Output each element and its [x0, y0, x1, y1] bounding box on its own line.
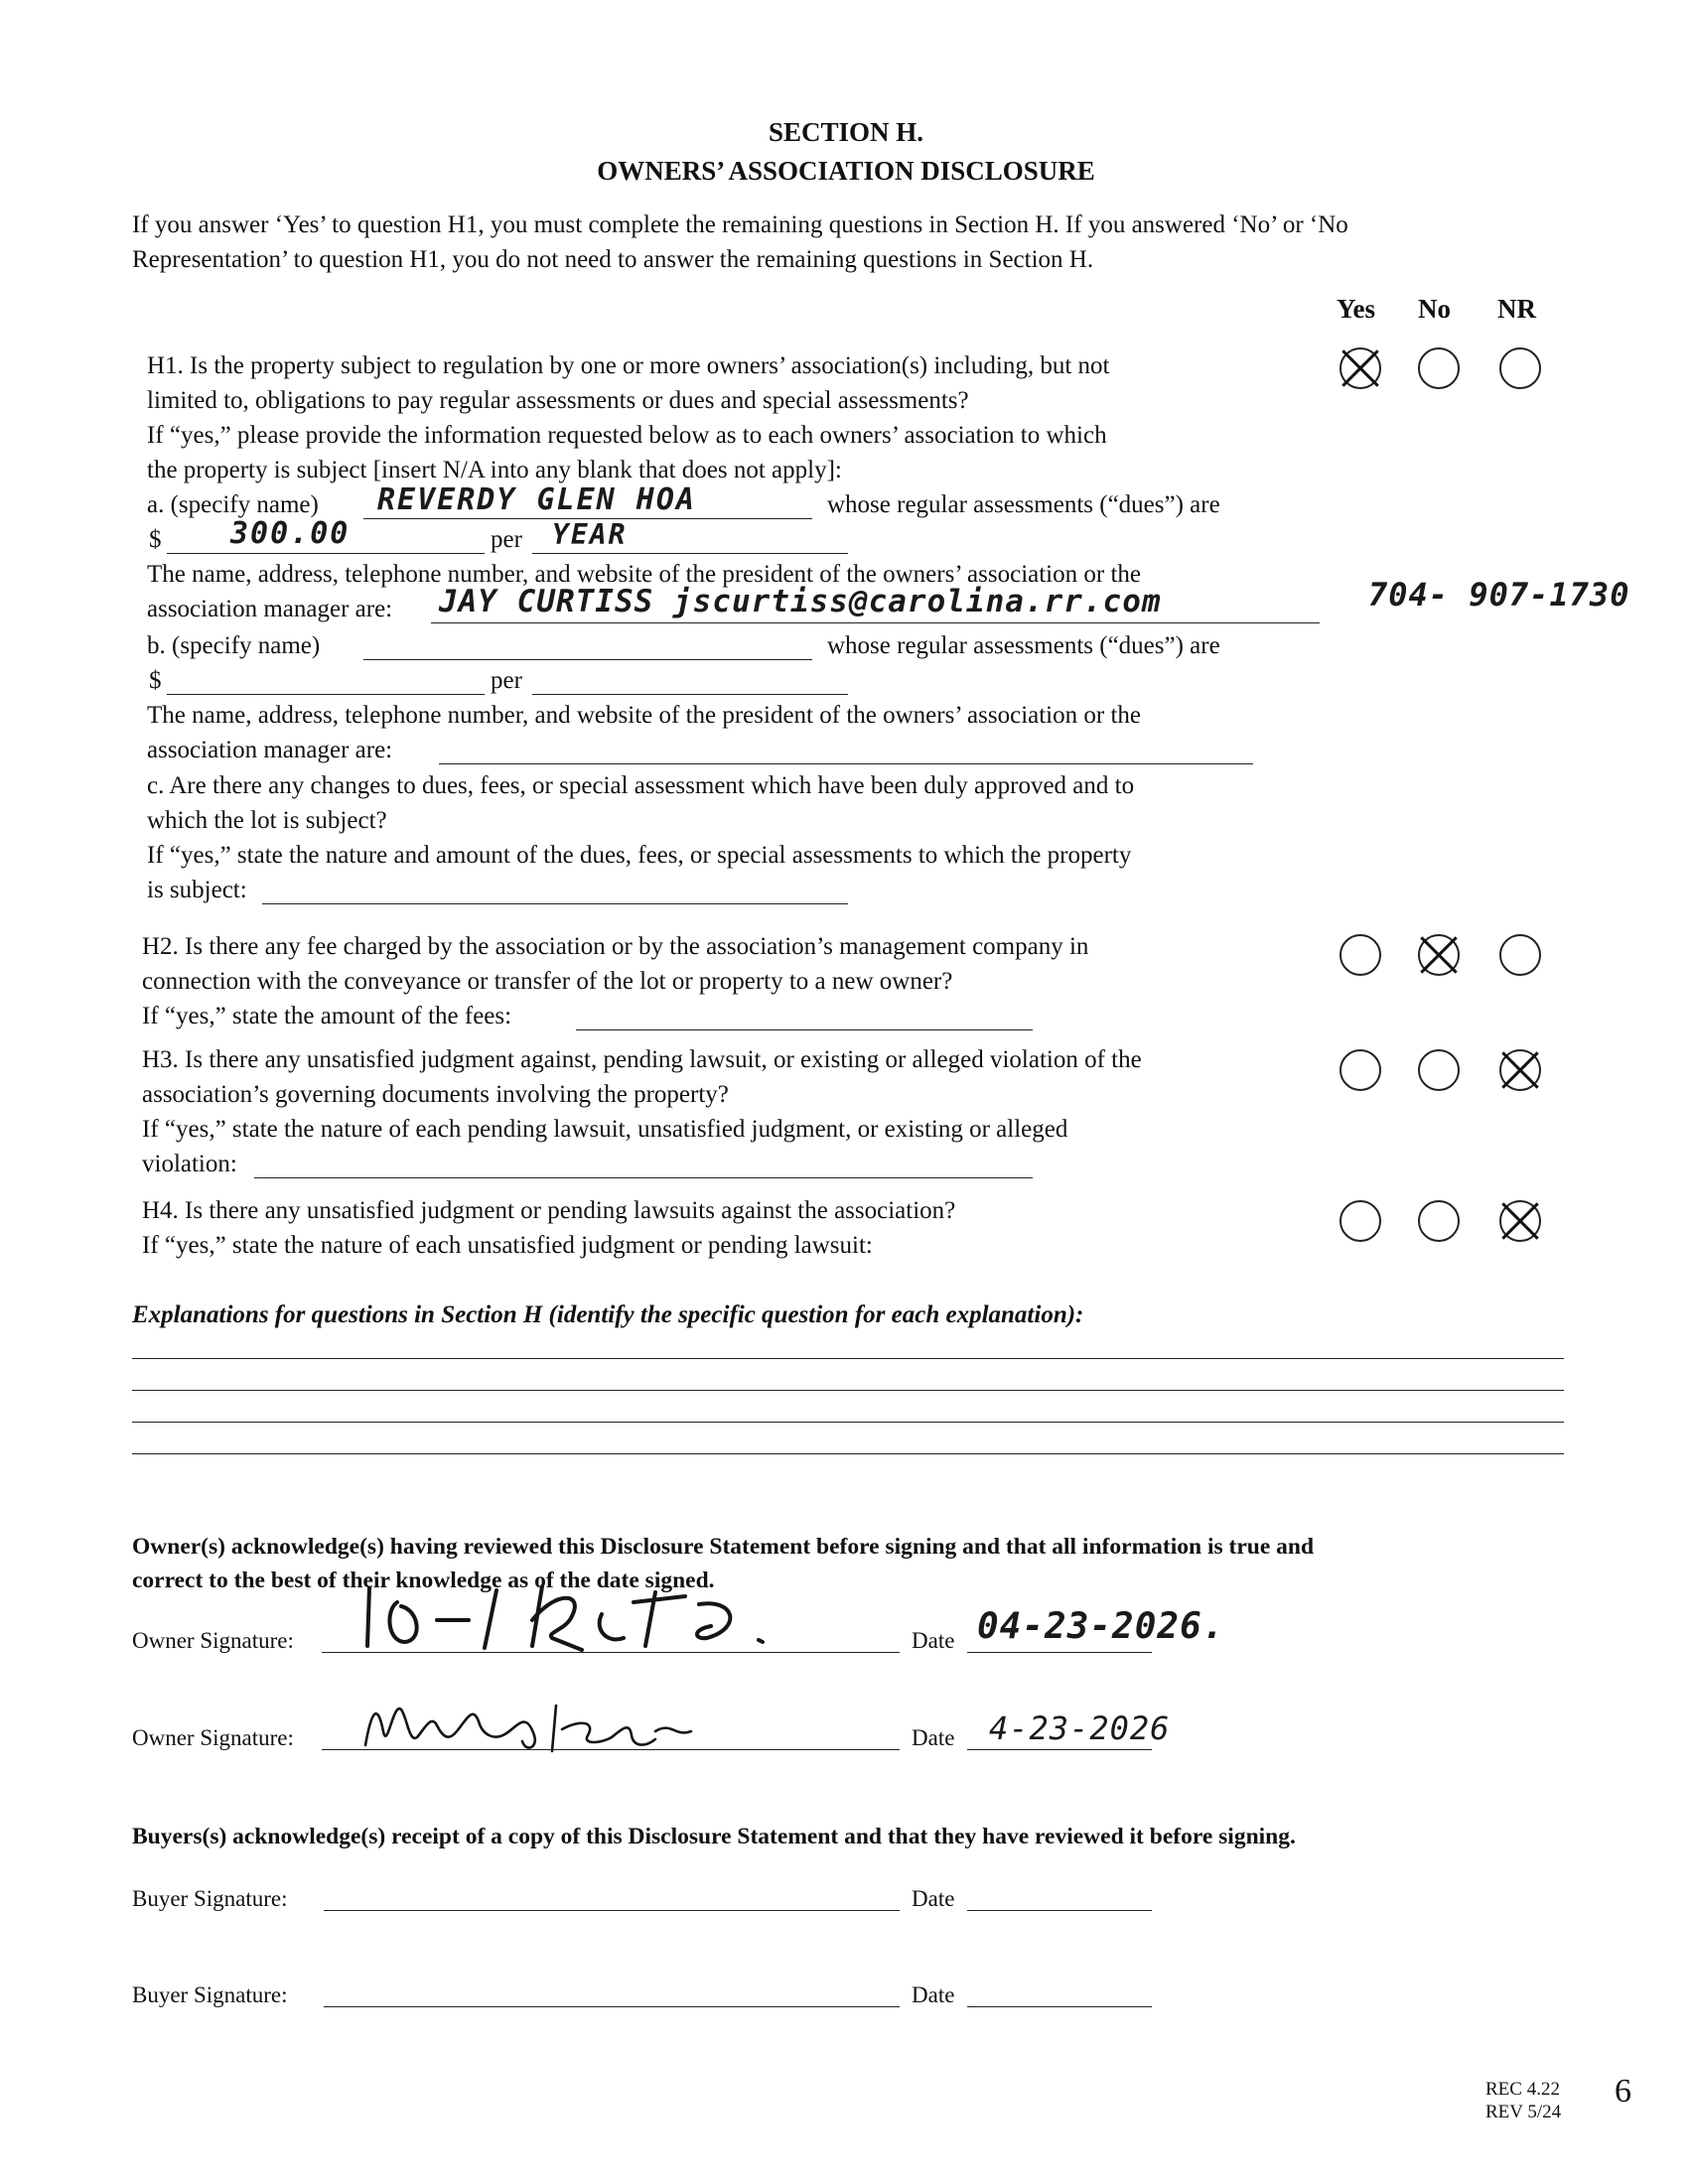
h3-nr-radio[interactable] — [1499, 1049, 1541, 1091]
h3-question-line-1: H3. Is there any unsatisfied judgment against, pending lawsuit, or existing or alleged violation of the — [142, 1046, 1142, 1073]
buyer-signature-line-1[interactable] — [324, 1910, 900, 1911]
h3-question-line-3: If “yes,” state the nature of each pending lawsuit, unsatisfied judgment, or existing or alleged — [142, 1116, 1068, 1143]
owner-date-line-2[interactable] — [967, 1749, 1152, 1750]
buyer-date-label-1: Date — [912, 1886, 955, 1911]
page-number: 6 — [1615, 2073, 1631, 2110]
h1-question-line-2: limited to, obligations to pay regular assessments or dues and special assessments? — [147, 387, 969, 414]
explanation-line-1[interactable] — [132, 1358, 1564, 1359]
buyer-date-line-1[interactable] — [967, 1910, 1152, 1911]
h1-question-line-1: H1. Is the property subject to regulation by one or more owners’ association(s) including, but not — [147, 352, 1110, 379]
column-nr: NR — [1497, 294, 1536, 324]
h1a-president-line-1: The name, address, telephone number, and website of the president of the owners’ association or the — [147, 561, 1141, 588]
h1a-manager-field[interactable]: JAY CURTISS jscurtiss@carolina.rr.com — [439, 584, 1162, 619]
buyer-signature-line-2[interactable] — [324, 2006, 900, 2007]
h1b-per: per — [491, 667, 522, 694]
h3-answer-line[interactable] — [254, 1177, 1033, 1178]
owner-date-label-1: Date — [912, 1628, 955, 1653]
footer-rec-code: REC 4.22 — [1485, 2079, 1560, 2100]
explanation-line-2[interactable] — [132, 1390, 1564, 1391]
h2-answer-line[interactable] — [576, 1029, 1033, 1030]
buyer-signature-label-1: Buyer Signature: — [132, 1886, 288, 1911]
h1b-president-line-1: The name, address, telephone number, and website of the president of the owners’ association or the — [147, 702, 1141, 729]
h4-question-line-1: H4. Is there any unsatisfied judgment or pending lawsuits against the association? — [142, 1197, 956, 1224]
buyer-acknowledgment: Buyers(s) acknowledge(s) receipt of a copy of this Disclosure Statement and that they have reviewed it before signing. — [132, 1824, 1296, 1849]
owner-date-label-2: Date — [912, 1725, 955, 1750]
owner-date-line-1[interactable] — [967, 1652, 1152, 1653]
buyer-signature-label-2: Buyer Signature: — [132, 1982, 288, 2007]
column-yes: Yes — [1337, 294, 1375, 324]
h1a-amount-line — [167, 553, 485, 554]
h1-no-radio[interactable] — [1418, 347, 1460, 389]
owner-signature-2-image — [357, 1692, 775, 1761]
h1a-suffix: whose regular assessments (“dues”) are — [827, 491, 1220, 518]
h1-nr-radio[interactable] — [1499, 347, 1541, 389]
h1a-name-field[interactable]: REVERDY GLEN HOA — [377, 482, 696, 517]
h1a-per: per — [491, 526, 522, 553]
owner-signature-label-1: Owner Signature: — [132, 1628, 294, 1653]
explanation-line-3[interactable] — [132, 1422, 1564, 1423]
h1c-line-1: c. Are there any changes to dues, fees, or special assessment which have been duly approved and to — [147, 772, 1135, 799]
h1b-president-line-2: association manager are: — [147, 737, 393, 763]
h1a-dollar: $ — [149, 526, 162, 553]
h1b-amount-line[interactable] — [167, 694, 485, 695]
h1b-prefix: b. (specify name) — [147, 632, 321, 659]
intro-line-1: If you answer ‘Yes’ to question H1, you must complete the remaining questions in Section H. If you answered ‘No’ or ‘No — [132, 211, 1348, 238]
owner-acknowledgment-line-1: Owner(s) acknowledge(s) having reviewed this Disclosure Statement before signing and that all information is true and — [132, 1534, 1315, 1560]
h1a-period-line — [532, 553, 848, 554]
column-no: No — [1418, 294, 1451, 324]
h3-yes-radio[interactable] — [1340, 1049, 1381, 1091]
footer-rev-code: REV 5/24 — [1485, 2102, 1562, 2122]
h1b-name-line[interactable] — [363, 659, 812, 660]
h1a-manager-line — [431, 622, 1320, 623]
owner-date-2-field[interactable]: 4-23-2026 — [989, 1709, 1171, 1747]
h3-question-line-4: violation: — [142, 1151, 237, 1177]
owner-signature-label-2: Owner Signature: — [132, 1725, 294, 1750]
h4-no-radio[interactable] — [1418, 1200, 1460, 1242]
h1-yes-radio[interactable] — [1340, 347, 1381, 389]
h1a-amount-field[interactable]: 300.00 — [230, 516, 351, 551]
h1b-dollar: $ — [149, 667, 162, 694]
h4-yes-radio[interactable] — [1340, 1200, 1381, 1242]
h2-question-line-2: connection with the conveyance or transfer of the lot or property to a new owner? — [142, 968, 953, 995]
h1b-period-line[interactable] — [532, 694, 848, 695]
page-title: OWNERS’ ASSOCIATION DISCLOSURE — [597, 156, 1095, 186]
h1b-suffix: whose regular assessments (“dues”) are — [827, 632, 1220, 659]
owner-signature-1-image — [357, 1580, 814, 1656]
h1c-line-3: If “yes,” state the nature and amount of the dues, fees, or special assessments to which the property — [147, 842, 1132, 869]
h2-question-line-1: H2. Is there any fee charged by the association or by the association’s management company in — [142, 933, 1089, 960]
h2-nr-radio[interactable] — [1499, 934, 1541, 976]
h1c-answer-line[interactable] — [262, 903, 848, 904]
h1a-prefix: a. (specify name) — [147, 491, 319, 518]
h1-question-line-3: If “yes,” please provide the information requested below as to each owners’ association to which — [147, 422, 1107, 449]
buyer-date-line-2[interactable] — [967, 2006, 1152, 2007]
h3-no-radio[interactable] — [1418, 1049, 1460, 1091]
h1a-period-field[interactable]: YEAR — [552, 518, 628, 551]
h4-question-line-2: If “yes,” state the nature of each unsatisfied judgment or pending lawsuit: — [142, 1232, 873, 1259]
h2-no-radio[interactable] — [1418, 934, 1460, 976]
h3-question-line-2: association’s governing documents involving the property? — [142, 1081, 729, 1108]
buyer-date-label-2: Date — [912, 1982, 955, 2007]
h1b-manager-line[interactable] — [439, 763, 1253, 764]
h1c-line-2: which the lot is subject? — [147, 807, 387, 834]
h1a-phone-field[interactable]: 704- 907-1730 — [1368, 576, 1630, 614]
owner-acknowledgment-line-2: correct to the best of their knowledge as of the date signed. — [132, 1568, 715, 1593]
intro-line-2: Representation’ to question H1, you do not need to answer the remaining questions in Section H. — [132, 246, 1094, 273]
h1a-president-line-2: association manager are: — [147, 596, 393, 622]
explanation-line-4[interactable] — [132, 1453, 1564, 1454]
owner-date-1-field[interactable]: 04-23-2026. — [977, 1606, 1225, 1647]
h2-yes-radio[interactable] — [1340, 934, 1381, 976]
h4-nr-radio[interactable] — [1499, 1200, 1541, 1242]
h2-question-line-3: If “yes,” state the amount of the fees: — [142, 1003, 512, 1029]
h1-question-line-4: the property is subject [insert N/A into any blank that does not apply]: — [147, 457, 842, 483]
h1c-line-4: is subject: — [147, 877, 247, 903]
explanations-label: Explanations for questions in Section H (identify the specific question for each explanation): — [132, 1301, 1084, 1328]
section-label: SECTION H. — [768, 117, 924, 147]
